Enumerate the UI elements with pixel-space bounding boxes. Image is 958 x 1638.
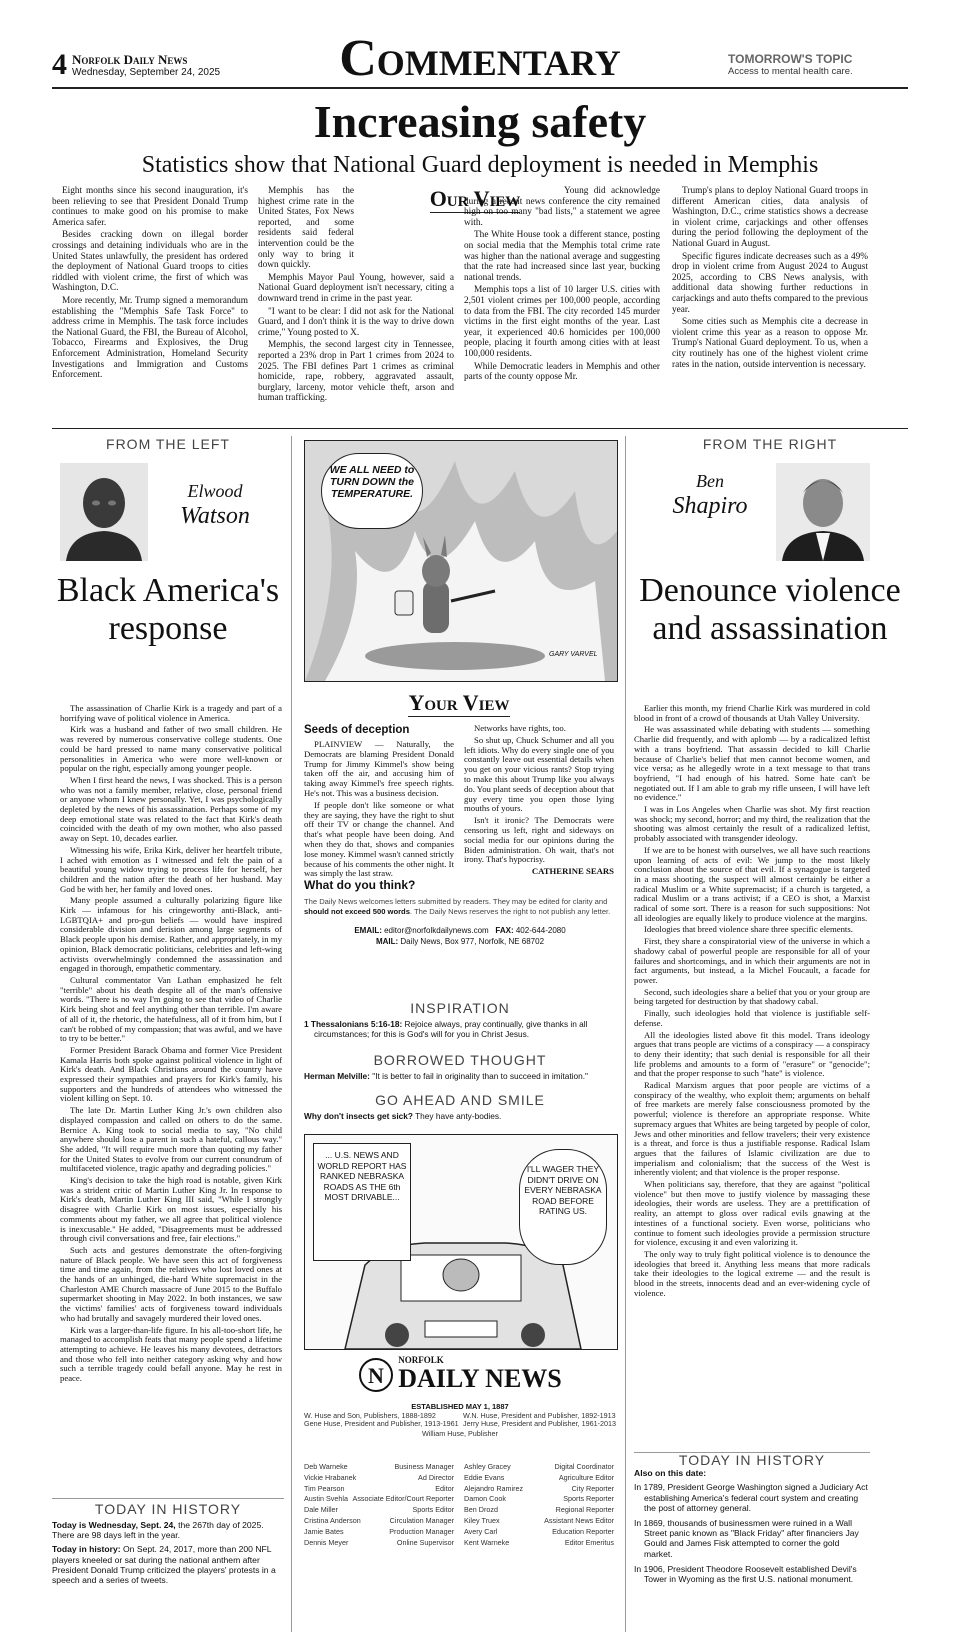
inspiration-title: INSPIRATION — [410, 1000, 510, 1016]
section-title-box — [260, 30, 700, 88]
staff-role: Editor — [435, 1483, 454, 1493]
left-kicker: FROM THE LEFT — [106, 436, 230, 452]
staff-role: Associate Editor/Court Reporter — [352, 1494, 454, 1504]
staff-role: Education Reporter — [552, 1526, 614, 1536]
staff-role: Assistant News Editor — [544, 1515, 614, 1525]
left-para: Such acts and gestures demonstrate the often-forgiving nature of Black people. We have seen this act of forgiveness time and time again, from the relatives who lost loved ones at the hands of an unhinged, die-hard White supremacist in the Charleston AME Church massacre of June 2015 to the Buffalo supermarket shooting in May 2022. In both instances, we saw the victims' families' acts of forgiveness toward individuals who had brutally and savagely murdered their loved ones. — [60, 1244, 282, 1323]
editorial-subhead: Statistics show that National Guard deployment is needed in Memphis — [141, 152, 819, 178]
right-history-item: In 1869, thousands of businessmen were ruined in a Wall Street panic known as "Black Friday" after financiers Jay Gould and James Fisk attempted to corner the gold market. — [634, 1518, 859, 1559]
local-cartoon — [304, 1134, 618, 1350]
smile-answer: They have anty-bodies. — [412, 1111, 502, 1121]
staff-name: Vickie Hrabanek — [304, 1472, 357, 1482]
right-headline-box — [632, 572, 908, 648]
staff-row — [464, 1516, 614, 1527]
left-para: Kirk was a larger-than-life figure. In his all-too-short life, he managed to accomplish feats that many people spend a lifetime attempting to achieve. He leaves his many devotees, detractors and those who fell into neither category asking why and how such a terrible tragedy could befall anyone. May he rest in peace. — [60, 1324, 282, 1384]
staff-name: Kiley Truex — [464, 1515, 500, 1525]
right-author-first: Ben — [696, 471, 724, 491]
editorial-para: While Democratic leaders in Memphis and other parts of the county oppose Mr. — [464, 361, 660, 383]
editorial-para: Besides cracking down on illegal border crossings and detaining individuals who are in the United States unlawfully, the president has ordered the deployment of National Guard troops to cities riddled with violent crime, the first of which was Washington, D.C. — [52, 230, 248, 294]
logo-main: DAILY NEWS — [398, 1364, 562, 1393]
smile-text — [304, 1111, 616, 1121]
ndn-logo-icon — [358, 1357, 394, 1393]
what-text — [304, 897, 616, 916]
right-history — [634, 1452, 870, 1589]
staff-name: Ben Drozd — [464, 1505, 498, 1515]
left-para: Witnessing his wife, Erika Kirk, deliver her heartfelt tribute, I ached with emotion as I witnessed and felt the pain of a beautiful young widow trying to process life for herself, her children and the nation after the death of her husband. May God be with her, her family and loved ones. — [60, 844, 282, 894]
publisher-entry: W. Huse and Son, Publishers, 1888-1892 — [304, 1410, 436, 1420]
staff-row — [464, 1462, 614, 1473]
left-para: The late Dr. Martin Luther King Jr.'s own children also displayed compassion and called on others to do the same. Bernice A. King took to social media to say, "No child anywhere should lose a parent in such a hateful, callous way." She added, "It will require much more than quoting my father for the United States to evolve from our current conundrum of multifaceted violence, tragic apathy and degrading policies." — [60, 1105, 282, 1174]
staff-role: Editor Emeritus — [564, 1537, 614, 1547]
left-author-last: Watson — [180, 503, 250, 529]
right-para: First, they share a conspiratorial view of the universe in which a shadowy cabal of powerful people are responsible for all of your failures and shortcomings, and in which their arguments are not in fact arguments, but instead, a la Michel Foucault, a facade for power. — [634, 936, 870, 985]
publisher-entry: W.N. Huse, President and Publisher, 1892-1913 — [462, 1410, 616, 1420]
tomorrow-text: Access to mental health care. — [728, 66, 853, 77]
editorial-para: Memphis has the highest crime rate in the United States, Fox News reported, and some residents said federal intervention could be the only way to bring it down quickly. — [258, 186, 354, 271]
editorial-para: Memphis tops a list of 10 larger U.S. cities with 2,501 violent crimes per 100,000 people, according to data from the FBI. The city recorded 145 murder victims in the first eight months of the year. Last year, it experienced 40.6 homicides per 100,000 people, placing it fourth among cities with at least 100,000 residents. — [464, 285, 660, 359]
staff-role: Digital Coordinator — [554, 1462, 614, 1471]
right-author — [650, 470, 770, 520]
publishers-left — [304, 1412, 459, 1430]
page-number — [52, 50, 67, 80]
staff-row — [464, 1484, 614, 1495]
staff-row — [304, 1527, 454, 1538]
staff-row — [464, 1494, 614, 1505]
staff-row — [464, 1473, 614, 1484]
publisher-entry: Gene Huse, President and Publisher, 1913-1961 — [304, 1419, 459, 1429]
cartoon2-speech-bubble: I'LL WAGER THEY DIDN'T DRIVE ON EVERY NEBRASKA ROAD BEFORE RATING US. — [519, 1149, 607, 1265]
email-link[interactable]: editor@norfolkdailynews.com — [384, 926, 489, 935]
what-text-bold: should not exceed 500 words — [304, 906, 410, 916]
staff-role: Ad Director — [418, 1472, 454, 1482]
staff-row — [304, 1484, 454, 1495]
right-para: Radical Marxism argues that poor people are victims of a conspiracy of the wealthy, who exploit them; arguments on behalf of free markets are merely false consciousness promoted by the powerful; violence is therefore an appropriate response. White supremacy argues that Whites are being targeted by people of color, Jews and other minorities and fellow travelers; their very existence is a threat, and force is thus a justifiable response. Radical Islam argues that the failures of Islamic civilization are due to imperialism and colonialism; that the success of the West is inherently violent; and that violence is the proper response. — [634, 1080, 870, 1178]
staff-name: Eddie Evans — [464, 1472, 505, 1482]
right-author-last: Shapiro — [672, 493, 748, 519]
masthead — [304, 1356, 616, 1438]
masthead-wordmark — [398, 1356, 562, 1393]
mail-address: Daily News, Box 977, Norfolk, NE 68702 — [400, 937, 545, 946]
publishers-right — [463, 1412, 616, 1430]
right-article — [634, 704, 870, 1300]
staff-row — [304, 1494, 454, 1505]
left-history-entry — [52, 1544, 284, 1585]
left-para: Kirk was a husband and father of two small children. He was revered by numerous conservative college students. One could be hard pressed to name many conservative political personalities in America who were more well-known or popular on the right, especially among younger people. — [60, 724, 282, 774]
staff-name: Ashley Gracey — [464, 1462, 511, 1471]
letter-para: If people don't like someone or what they are saying, they have the right to shut off their TV or change the channel. And that's what people have been doing. And when they do that, shows and companies lose money. Kimmel wasn't canned strictly because of his comments the other night. It was simply the last straw. — [304, 799, 454, 879]
section-title: Commentary — [339, 30, 621, 87]
staff-name: Dale Miller — [304, 1505, 338, 1515]
staff-row — [304, 1516, 454, 1527]
left-author-first: Elwood — [187, 481, 243, 501]
letter-para: Isn't it ironic? The Democrats were censoring us left, right and sideways on social media for our opinions during the Biden administration. Oh wait, that's not irony. That's hypocrisy. — [464, 815, 614, 865]
right-history-sub: Also on this date: — [634, 1468, 707, 1479]
left-history-lead-bold: Today is Wednesday, Sept. 24, — [52, 1520, 176, 1530]
right-para: All the ideologies listed above fit this model. Trans ideology argues that trans people are victims of a conspiracy — a conspiracy to deny their identity; that such denial is responsible for all their life problems and amounts to a form of "erasure" or "genocide"; and that the proper response to such "hate" is violence. — [634, 1029, 870, 1079]
borrowed-box — [304, 1052, 616, 1081]
left-headline-box — [52, 572, 284, 648]
editorial-para: The White House took a different stance, posting on social media that the Memphis total crime rate was higher than the national average and suggesting that the rate had increased since last year, bucking national trends. — [464, 230, 660, 283]
editorial-bottom-rule — [52, 428, 908, 429]
header-rule — [52, 87, 908, 89]
staff-role: Regional Reporter — [555, 1505, 614, 1515]
letter-col-1 — [304, 740, 454, 881]
editorial-para: Memphis Mayor Paul Young, however, said a National Guard deployment isn't necessary, citing a downward trend in crime in the past year. — [258, 272, 454, 304]
editorial-col-4 — [672, 186, 868, 372]
staff-role: Agriculture Editor — [558, 1472, 614, 1482]
what-text-b: . The Daily News reserves the right to not publish any letter. — [409, 906, 611, 916]
left-para: King's decision to take the high road is notable, given Kirk was a strident critic of Martin Luther King Jr. In response to Kirk's death, Martin Luther King III said, "While I strongly disagree with Charlie Kirk on most issues, especially his comments about my father, we all agree that political violence is inexcusable." He added, "Disagreements must be addressed through civil conversations and free, fair elections." — [60, 1175, 282, 1244]
logo-top: NORFOLK — [398, 1355, 444, 1365]
staff-name: Kent Warneke — [464, 1537, 510, 1547]
right-para: Finally, such ideologies hold that violence is justifiable self-defense. — [634, 1008, 870, 1028]
staff-row — [464, 1505, 614, 1516]
inspiration-box — [304, 1000, 616, 1039]
staff-name: Jamie Bates — [304, 1526, 344, 1536]
staff-row — [304, 1462, 454, 1473]
cartoon2-caption-box: ... U.S. NEWS AND WORLD REPORT HAS RANKED NEBRASKA ROADS AS THE 6th MOST DRIVABLE... — [313, 1143, 411, 1261]
right-para: When politicians say, therefore, that they are against "political violence" but then move to justify violence by massaging these ideologies, their words are useless. They are a prettification of reality, an attempt to gloss over radical evils gnawing at the intestines of a functional society. Even worse, politicians who continue to foment such ideologies provide a permission structure for violence, excusing it and even valorizing it. — [634, 1179, 870, 1248]
staff-row — [464, 1527, 614, 1538]
shapiro-photo — [776, 463, 870, 561]
mail-label: MAIL: — [375, 937, 399, 946]
letter-author: CATHERINE SEARS — [531, 866, 614, 877]
established: ESTABLISHED MAY 1, 1887 — [411, 1401, 509, 1411]
letter-para: PLAINVIEW — Naturally, the Democrats are blaming President Donald Trump for Jimmy Kimmel's show being taken off the air, and accusing him of taking away Kimmel's free speech rights. He's not. This was a business decision. — [304, 739, 454, 798]
staff-row — [464, 1538, 614, 1549]
your-view-label: Your View — [408, 690, 510, 715]
our-view-label: Our View — [429, 186, 521, 211]
publisher-current: William Huse, Publisher — [422, 1429, 498, 1439]
email-label: EMAIL: — [354, 926, 382, 935]
staff-name: Avery Carl — [464, 1526, 498, 1536]
right-history-title: TODAY IN HISTORY — [634, 1452, 870, 1465]
right-para: Second, such ideologies share a belief that you or your group are being targeted for destruction by that shadowy cabal. — [634, 986, 870, 1007]
staff-right — [464, 1462, 614, 1548]
paper-name: Norfolk Daily News — [72, 52, 188, 67]
left-para: Many people assumed a culturally polarizing figure like Kirk — infamous for his cringeworthy anti-Black, anti-LGBTQIA+ and pro-gun beliefs — would have inspired considerable division and derision among large segments of Black people upon his demise. Rather, and appropriately, in my opinion, Black democratic politicians, celebrities and left-wing activists overwhelmingly condemned the assassination and engaged in thorough, empathetic commentary. — [60, 895, 282, 974]
left-history — [52, 1498, 284, 1585]
right-history-item: In 1789, President George Washington signed a Judiciary Act establishing America's federal court system and creating the post of attorney general. — [634, 1482, 868, 1513]
divider-left — [291, 436, 292, 1632]
inspiration-text — [304, 1019, 616, 1039]
staff-role: Production Manager — [389, 1526, 454, 1536]
divider-right — [625, 436, 626, 1632]
editorial-headline-box — [52, 96, 908, 180]
editorial-col-1 — [52, 186, 248, 383]
staff-name: Deb Warneke — [304, 1462, 348, 1471]
right-para: The only way to truly fight political violence is to denounce the ideologies that breed it. Anything less means that more radicals take their ideologies to the logical extreme — and the result is blood in the streets, innocents dead and an ever-widening cycle of violence. — [634, 1248, 870, 1298]
staff-role: Online Supervisor — [396, 1537, 454, 1547]
smile-title: GO AHEAD AND SMILE — [375, 1092, 545, 1108]
right-history-item: In 1906, President Theodore Roosevelt established Devil's Tower in Wyoming as the first U.S. national monument. — [634, 1563, 857, 1585]
borrowed-author: Herman Melville: — [304, 1071, 370, 1081]
svg-text:N: N — [368, 1362, 385, 1388]
publisher-entry: Jerry Huse, President and Publisher, 1961-2013 — [462, 1419, 616, 1429]
staff-role: City Reporter — [571, 1483, 614, 1493]
staff-row — [304, 1505, 454, 1516]
left-history-title: TODAY IN HISTORY — [52, 1498, 284, 1517]
left-author — [150, 480, 280, 530]
editorial-para: Eight months since his second inauguration, it's been relieving to see that President Donald Trump continues to make good on his promise to make America safer. — [52, 186, 248, 228]
editorial-para: More recently, Mr. Trump signed a memorandum establishing the "Memphis Safe Task Force" to address crime in Memphis. The task force includes the National Guard, the FBI, the Bureau of Alcohol, Tobacco, Firearms and Explosives, the Drug Enforcement Administration, Homeland Security Investigations and Immigration and Customs Enforcement. — [52, 295, 248, 381]
what-title: What do you think? — [304, 878, 416, 892]
smile-box — [304, 1092, 616, 1121]
cartoon1-speech-bubble: WE ALL NEED to TURN DOWN the TEMPERATURE. — [321, 453, 423, 529]
borrowed-title: BORROWED THOUGHT — [373, 1052, 547, 1068]
staff-name: Austin Svehla — [304, 1494, 348, 1504]
contact-line-2 — [304, 937, 616, 946]
what-box — [304, 878, 616, 946]
inspiration-ref: 1 Thessalonians 5:16-18: — [304, 1019, 403, 1029]
left-headline: Black America's response — [56, 572, 280, 647]
inspiration-body: Rejoice always, pray continually, give thanks in all circumstances; for this is God's will for you in Christ Jesus. — [314, 1019, 588, 1039]
letter-title: Seeds of deception — [304, 724, 410, 736]
right-para: If we are to be honest with ourselves, we all have such reactions upon learning of acts of evil: We jump to the most likely conclusion about the source of that evil. If a synagogue is targeted in a mass shooting, the suspect will almost certainly be either a radical Muslim or a White supremacist; if a church is targeted, a radical Muslim or a trans activist; if a CEO is shot, a Marxist radical of some sort. There is a reason for such suppositions: Not all ideologies are equally likely to produce violence at the margins. — [634, 844, 870, 923]
staff-left — [304, 1462, 454, 1548]
publishers — [304, 1412, 616, 1430]
page-number-text: 4 — [52, 48, 67, 81]
borrowed-body: "It is better to fail in originality than to succeed in imitation." — [369, 1071, 588, 1081]
editorial-para: Young did acknowledge during a recent news conference the city remained high on too many "bad lists," a statement we agree with. — [464, 186, 660, 228]
left-history-label: Today in history: — [52, 1544, 121, 1555]
contact-line-1 — [304, 926, 616, 935]
staff-row — [304, 1538, 454, 1549]
editorial-para: Memphis, the second largest city in Tennessee, reported a 23% drop in Part 1 crimes from 2024 to 2025. The FBI defines Part 1 crimes as criminal homicide, rape, robbery, aggravated assault, burglary, larceny, motor vehicle theft, arson and human trafficking. — [258, 340, 454, 404]
staff-role: Business Manager — [394, 1462, 454, 1471]
left-para: Cultural commentator Van Lathan emphasized he felt "terrible" about his death despite all of the man's offensive words. "There is no way I'm going to see that video of Charlie Kirk being shot and feel anything other than terrible. I'm aware of all of it, the rhetoric, the hatefulness, all of it from him, but I can't be robbed of my compassion; that was awful, and we have to try to be better." — [60, 974, 282, 1044]
left-para: When I first heard the news, I was shocked. This is a person who was not a family member, relative, close, personal friend or anyone whom I knew personally. Yet, I was psychologically depleted by the news of his assassination. Perhaps some of my deep emotional state was related to the fact that Kirk's death coincided with the death of my own mother, who also passed away on Sept. 10, decades earlier. — [60, 774, 282, 844]
letter-col-2 — [464, 724, 614, 877]
fax-number: 402-644-2080 — [515, 926, 566, 935]
left-history-lead-rest: the 267th day of 2025. There are 98 days left in the year. — [52, 1520, 264, 1541]
staff-role: Sports Reporter — [563, 1494, 614, 1504]
editorial-cartoon — [304, 440, 618, 682]
fax-label: FAX: — [495, 926, 514, 935]
shapiro-portrait-icon — [776, 463, 870, 561]
right-para: Earlier this month, my friend Charlie Kirk was murdered in cold blood in front of a crowd of thousands at Utah Valley University. — [634, 703, 870, 723]
letter-para: Networks have rights, too. — [474, 723, 566, 733]
editorial-para: "I want to be clear: I did not ask for the National Guard, and I don't think it is the way to drive down crime," Young posted to X. — [258, 306, 454, 338]
right-para: Ideologies that breed violence share three specific elements. — [644, 924, 853, 935]
editorial-para: Trump's plans to deploy National Guard troops in different American cities, data analysis of Washington, D.C., crime statistics shows a decrease in violent crime, carjackings and other offenses during the period following the deployment of the National Guard in August. — [672, 186, 868, 249]
left-para: The assassination of Charlie Kirk is a tragedy and part of a horrifying wave of political violence in America. — [60, 703, 282, 723]
watson-portrait-icon — [60, 463, 148, 561]
editorial-headline: Increasing safety — [313, 96, 647, 147]
letter-para: So shut up, Chuck Schumer and all you left idiots. Why do every single one of you constantly leave out essential details when you get on your vicious rants? Stop trying to make this about Trump like you always do. You plant seeds of deception about that guy every time you open those lying mouths of yours. — [464, 734, 614, 814]
left-article — [60, 704, 282, 1386]
your-view-box — [298, 690, 620, 717]
left-para: Former President Barack Obama and former Vice President Kamala Harris both spoke against political violence in light of Kirk's death. And Black Christians around the country have expressed their sympathies and prayers for Kirk's family, his supporters and the hundreds of attendees who witnessed the violent killing on Sept. 10. — [60, 1044, 282, 1104]
staff-name: Alejandro Ramirez — [464, 1483, 524, 1493]
editorial-col-3 — [464, 186, 660, 385]
paper-info — [72, 53, 252, 79]
watson-photo — [60, 463, 148, 561]
left-history-text: On Sept. 24, 2017, more than 200 NFL players kneeled or sat during the national anthem after President Donald Trump criticized the players' protests in a speech and a series of tweets. — [52, 1544, 276, 1586]
left-history-lead — [52, 1520, 284, 1540]
editorial-para: Some cities such as Memphis cite a decrease in violent crime this year as a reason to oppose Mr. Trump's National Guard deployment. To us, when a city routinely has one of the highest violent crime rates in the nation, outside intervention is necessary. — [672, 317, 868, 370]
right-kicker: FROM THE RIGHT — [702, 436, 838, 452]
staff-name: Damon Cook — [464, 1494, 506, 1504]
what-text-a: The Daily News welcomes letters submitted by readers. They may be edited for clarity and — [304, 897, 608, 906]
tomorrow-label: TOMORROW'S TOPIC — [728, 52, 853, 66]
borrowed-text — [304, 1071, 616, 1081]
right-para: I was in Los Angeles when Charlie was shot. My first reaction was shock; my second, horror; and my third, the realization that the shooting was almost certainly the result of a radicalized leftist, probably associated with transgender ideology. — [634, 804, 870, 844]
cartoon1-signature: GARY VARVEL — [549, 651, 598, 658]
staff-row — [304, 1473, 454, 1484]
right-headline: Denounce violence and assassination — [639, 572, 901, 647]
masthead-logo — [358, 1356, 562, 1393]
editorial-para: Specific figures indicate decreases such as a 49% drop in violent crime from August 2024 to August 2025, according to CBS News analysis, with additional data showing further reductions in carjackings and auto thefts compared to the previous year. — [672, 251, 868, 315]
staff-role: Circulation Manager — [389, 1515, 454, 1525]
right-para: He was assassinated while debating with students — something Charlie did frequently, and with aplomb — by a radicalized leftist with a trans boyfriend. That assassin decided to kill Charlie because of Charlie's belief that men cannot become women, and vice versa; as he allegedly wrote in a text message to that trans boyfriend, "I had enough of his hatred. Some hate can't be negotiated out. If I am able to grab my rifle unseen, I will have left no evidence." — [634, 724, 870, 803]
staff-role: Sports Editor — [412, 1505, 454, 1515]
tomorrow-topic — [728, 52, 908, 78]
smile-question: Why don't insects get sick? — [304, 1111, 413, 1121]
staff-name: Tim Pearson — [304, 1483, 345, 1493]
issue-date: Wednesday, September 24, 2025 — [72, 67, 221, 78]
staff-name: Cristina Anderson — [304, 1515, 361, 1525]
staff-name: Dennis Meyer — [304, 1537, 349, 1547]
